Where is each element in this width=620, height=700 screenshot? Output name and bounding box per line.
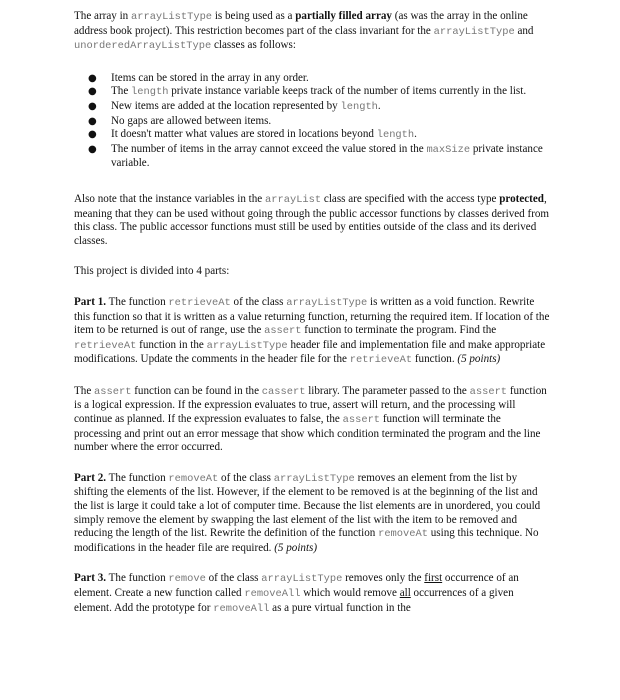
code-term: length (376, 129, 415, 142)
code-term: assert (264, 325, 302, 338)
part-label: Part 3. (74, 572, 107, 585)
bullet-icon: ● (88, 100, 97, 112)
underlined-term: first (424, 572, 443, 585)
bullet-icon: ● (88, 143, 97, 155)
code-term: removeAt (168, 472, 219, 485)
part-2-paragraph: Part 2. The function removeAt of the class arrayListType removes an element from the list by shifting the elements of the list. However, if the element to be removed is at the beginning of the list and the list is large it could take a lot of computer time. Because the list elements are in unordered, you could simply remove the element by swapping the last element of the list with the item to be removed and reducing the length of the list. Rewrite the definition of the function removeAt using this technique. No modifications in the header file are required. (5 points) (74, 471, 541, 554)
code-term: assert (342, 414, 381, 427)
project-parts-intro: This project is divided into 4 parts: (74, 265, 230, 278)
code-term: assert (94, 385, 132, 398)
bold-term: partially filled array (295, 10, 392, 22)
bullet-icon: ● (88, 129, 97, 141)
invariant-bullet-list (74, 72, 550, 171)
bold-term: protected (499, 192, 544, 205)
bullet-item: ● No gaps are allowed between items. (88, 114, 272, 127)
code-term: remove (168, 573, 206, 586)
bullet-item: ● New items are added at the location represented by length. (88, 99, 381, 113)
points-label: (5 points) (457, 353, 501, 366)
bullet-item: ● The number of items in the array cannot exceed the value stored in the maxSize private instance variable. (88, 142, 543, 170)
part-label: Part 1. (74, 295, 107, 308)
document-page (74, 10, 550, 633)
part-1-paragraph: Part 1. The function retrieveAt of the class arrayListType is written as a void function. Rewrite this function so that it is written as a value returning function, returning the required item. If location of the item to be returned is out of range, use the assert function to terminate the program. Find the retrieveAt function in the arrayListType header file and implementation file and make appropriate modifications. Update the comments in the header file for the retrieveAt function. (5 points) (74, 295, 550, 367)
part-label: Part 2. (74, 471, 107, 484)
code-term: assert (469, 385, 508, 398)
protected-note-paragraph: Also note that the instance variables in the arrayList class are specified with the access type protected, meaning that they can be used without going through the public accessor functions by classes derived from this class. The public accessor functions must still be used by entities outside of the class and its derived classes. (74, 192, 550, 247)
bullet-icon: ● (88, 72, 97, 84)
code-term: cassert (261, 385, 306, 398)
underlined-term: all (399, 587, 411, 599)
code-term: arrayList (265, 193, 322, 206)
code-term: arrayListType (433, 25, 515, 38)
code-term: arrayListType (130, 11, 213, 23)
code-term: length (131, 86, 169, 99)
code-term: retrieveAt (349, 354, 413, 367)
code-term: retrieveAt (168, 296, 231, 309)
code-term: length (340, 100, 378, 113)
code-term: maxSize (426, 143, 471, 156)
code-term: removeAll (244, 588, 301, 600)
code-term: arrayListType (273, 472, 355, 485)
code-term: arrayListType (286, 296, 368, 309)
bullet-icon: ● (88, 115, 97, 127)
bullet-item: ● The length private instance variable keeps track of the number of items currently in the list. (88, 85, 527, 99)
bullet-icon: ● (88, 86, 97, 98)
assert-explanation-paragraph: The assert function can be found in the cassert library. The parameter passed to the assert function is a logical expression. If the expression evaluates to true, assert will return, and the processing will continue as planned. If the expression evaluates to false, the assert function will terminate the processing and print out an error message that show which condition terminated the program and the line number where the error occurred. (74, 384, 547, 454)
code-term: arrayListType (206, 339, 288, 352)
bullet-item: ● Items can be stored in the array in any order. (88, 71, 309, 84)
intro-paragraph: The array in arrayListType is being used as a partially filled array (as was the array in the online address book project). This restriction becomes part of the class invariant for the arrayListType and unorderedArrayListType classes as follows: (74, 10, 534, 53)
code-term: unorderedArrayListType (74, 40, 212, 53)
bullet-item: ● It doesn't matter what values are stored in locations beyond length. (88, 128, 417, 142)
code-term: arrayListType (261, 573, 343, 586)
code-term: removeAll (213, 602, 270, 615)
points-label: (5 points) (274, 541, 318, 554)
part-3-paragraph: Part 3. The function remove of the class arrayListType removes only the first occurrence of an element. Create a new function called removeAll which would remove all occurrences of a given element. Add the prototype for removeAll as a pure virtual function in the (74, 572, 519, 615)
code-term: retrieveAt (74, 339, 137, 352)
code-term: removeAt (378, 528, 428, 541)
